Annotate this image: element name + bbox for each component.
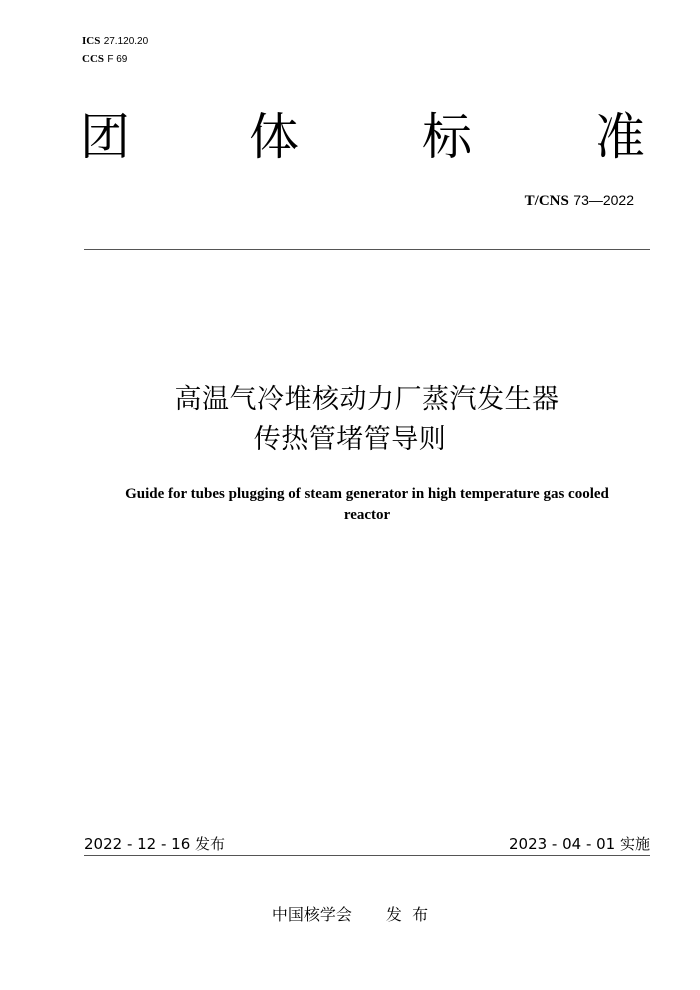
ics-value: 27.120.20 xyxy=(103,36,149,47)
title-char-4: 准 xyxy=(595,108,645,166)
ccs-code xyxy=(82,53,127,66)
implementation-date: 2023 - 04 - 01 实施 xyxy=(508,835,650,853)
title-char-3: 标 xyxy=(422,108,472,166)
title-en-line-1: Guide for tubes plugging of steam generator in high temperature gas cooled xyxy=(125,486,609,502)
ics-code xyxy=(82,35,148,48)
standard-number xyxy=(525,191,634,210)
issue-date: 2022 - 12 - 16 发布 xyxy=(84,835,226,853)
title-cn-line-1: 高温气冷堆核动力厂蒸汽发生器 xyxy=(174,384,560,415)
standard-prefix: T/CNS xyxy=(524,193,569,209)
bottom-divider xyxy=(84,855,650,856)
publisher-action: 发 布 xyxy=(385,905,429,924)
ccs-value: F 69 xyxy=(107,54,128,65)
publisher-line xyxy=(0,904,700,926)
title-char-2: 体 xyxy=(249,108,299,166)
ccs-label: CCS xyxy=(82,53,105,65)
standard-code: 73—2022 xyxy=(573,192,634,208)
ics-label: ICS xyxy=(82,35,101,47)
publisher-org: 中国核学会 xyxy=(271,905,352,924)
top-divider xyxy=(84,249,650,250)
title-cn-line-2: 传热管堵管导则 xyxy=(253,424,447,455)
title-en-line-2: reactor xyxy=(343,507,391,523)
title-char-1: 团 xyxy=(80,108,130,166)
